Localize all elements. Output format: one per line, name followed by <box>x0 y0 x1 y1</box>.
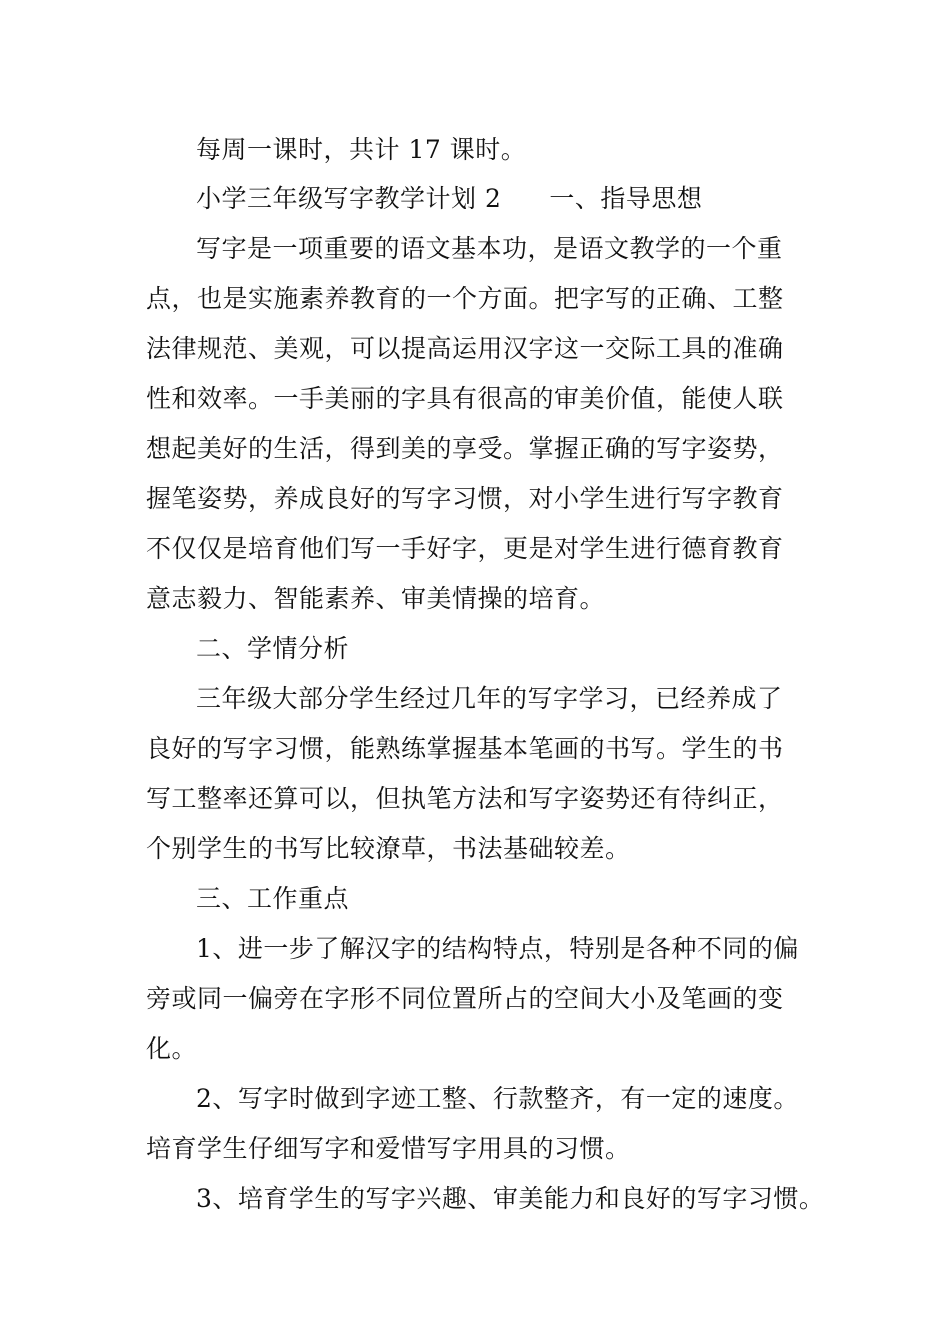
text-line: 想起美好的生活，得到美的享受。掌握正确的写字姿势， <box>146 434 784 463</box>
plan-title: 小学三年级写字教学计划 2 <box>196 184 502 213</box>
heading-guiding-thought: 一、指导思想 <box>549 184 703 213</box>
text-line: 握笔姿势，养成良好的写字习惯，对小学生进行写字教育 <box>146 484 784 513</box>
text-line: 培育学生仔细写字和爱惜写字用具的习惯。 <box>146 1134 631 1163</box>
text-line: 性和效率。一手美丽的字具有很高的审美价值，能使人联 <box>146 384 784 413</box>
text-line: 点，也是实施素养教育的一个方面。把字写的正确、工整 <box>146 284 784 313</box>
text-line: 旁或同一偏旁在字形不同位置所占的空间大小及笔画的变 <box>146 984 784 1013</box>
heading-key-points: 三、工作重点 <box>196 884 350 913</box>
text-line: 意志毅力、智能素养、审美情操的培育。 <box>146 584 606 613</box>
text-line: 法律规范、美观，可以提高运用汉字这一交际工具的准确 <box>146 334 784 363</box>
text-line: 每周一课时，共计 17 课时。 <box>196 135 527 164</box>
text-line: 个别学生的书写比较潦草，书法基础较差。 <box>146 834 631 863</box>
text-line: 1、进一步了解汉字的结构特点，特别是各种不同的偏 <box>196 934 799 963</box>
text-line: 2、写字时做到字迹工整、行款整齐，有一定的速度。 <box>196 1084 799 1113</box>
text-line: 良好的写字习惯，能熟练掌握基本笔画的书写。学生的书 <box>146 734 784 763</box>
heading-analysis: 二、学情分析 <box>196 634 350 663</box>
text-line: 不仅仅是培育他们写一手好字，更是对学生进行德育教育 <box>146 534 784 563</box>
text-line: 3、培育学生的写字兴趣、审美能力和良好的写字习惯。 <box>196 1184 825 1213</box>
text-line: 三年级大部分学生经过几年的写字学习，已经养成了 <box>196 684 783 713</box>
text-line: 化。 <box>146 1034 198 1063</box>
text-line: 写字是一项重要的语文基本功，是语文教学的一个重 <box>196 234 783 263</box>
section-title-line <box>196 184 702 214</box>
text-line: 写工整率还算可以，但执笔方法和写字姿势还有待纠正， <box>146 784 784 813</box>
